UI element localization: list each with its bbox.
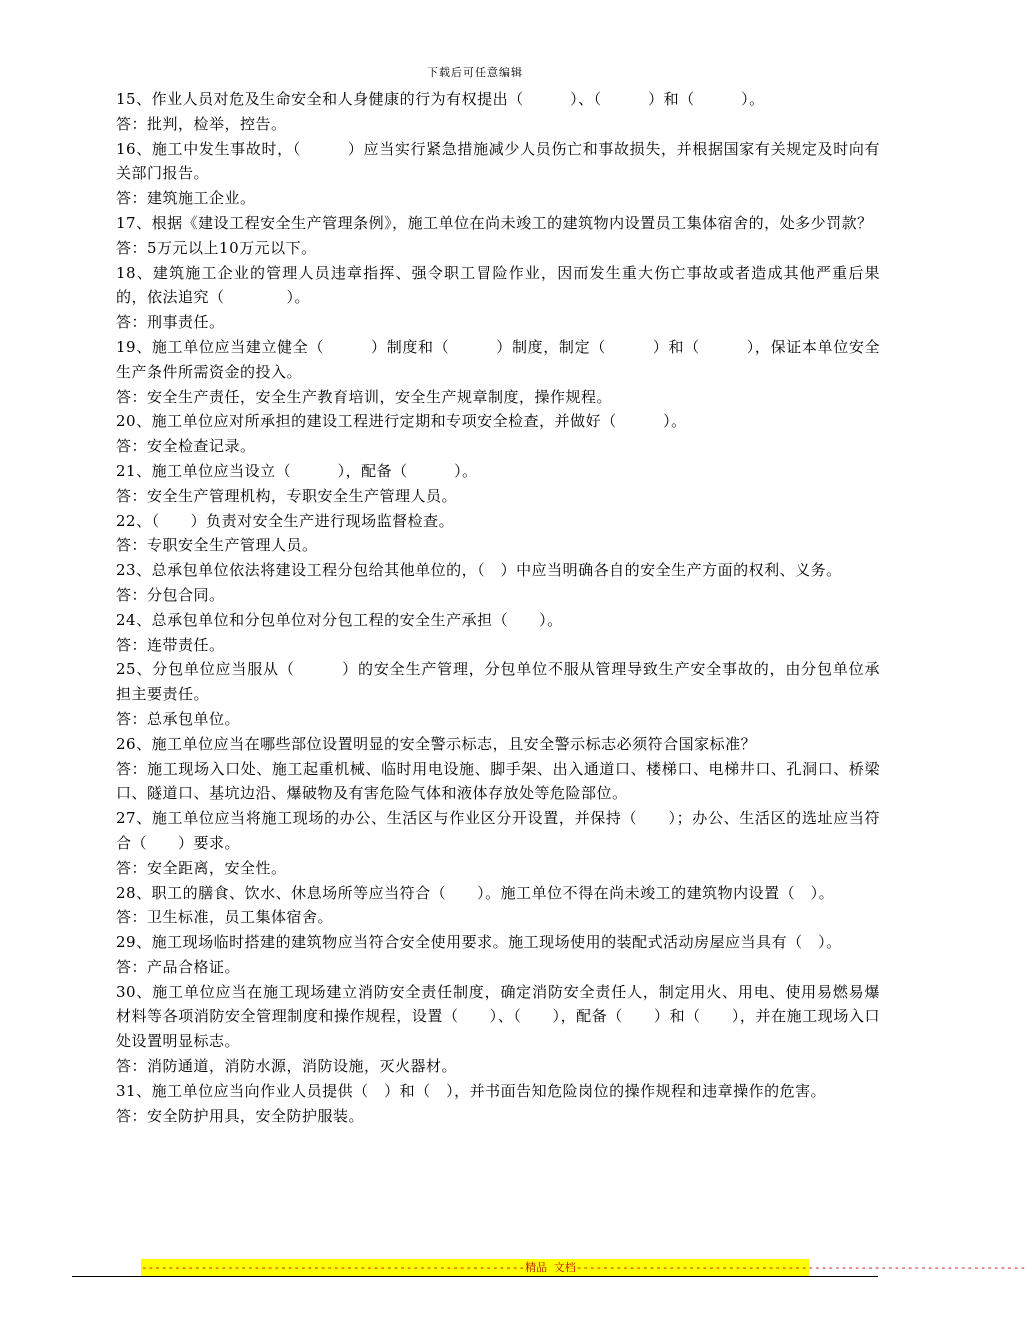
footer-banner: ----------------------------------------------------------精品 文档-------------------------------------------------------------------- <box>141 1259 809 1277</box>
question-paragraph: 19、施工单位应当建立健全（ ）制度和（ ）制度，制定（ ）和（ ），保证本单位安全生产条件所需资金的投入。 <box>116 337 880 381</box>
answer-paragraph: 答：5万元以上10万元以下。 <box>116 238 317 257</box>
footer-rule <box>72 1276 878 1277</box>
answer-paragraph: 答：卫生标准，员工集体宿舍。 <box>116 908 334 927</box>
answer-paragraph: 答：安全距离，安全性。 <box>116 858 287 877</box>
answer-paragraph: 答：安全生产责任，安全生产教育培训，安全生产规章制度，操作规程。 <box>116 387 613 406</box>
answer-paragraph: 答：批判，检举，控告。 <box>116 114 287 133</box>
answer-paragraph: 答：分包合同。 <box>116 585 225 604</box>
qa-content <box>116 87 880 1128</box>
question-paragraph: 18、建筑施工企业的管理人员违章指挥、强令职工冒险作业，因而发生重大伤亡事故或者造成其他严重后果的，依法追究（ ）。 <box>116 263 880 307</box>
answer-paragraph: 答：总承包单位。 <box>116 709 241 728</box>
question-paragraph: 21、施工单位应当设立（ ），配备（ ）。 <box>116 461 478 480</box>
question-paragraph: 31、施工单位应当向作业人员提供（ ）和（ ），并书面告知危险岗位的操作规程和违章操作的危害。 <box>116 1081 827 1100</box>
question-paragraph: 29、施工现场临时搭建的建筑物应当符合安全使用要求。施工现场使用的装配式活动房屋应当具有（ ）。 <box>116 933 842 952</box>
question-paragraph: 17、根据《建设工程安全生产管理条例》，施工单位在尚未竣工的建筑物内设置员工集体宿舍的，处多少罚款？ <box>116 213 873 232</box>
answer-paragraph: 答：施工现场入口处、施工起重机械、临时用电设施、脚手架、出入通道口、楼梯口、电梯井口、孔洞口、桥梁口、隧道口、基坑边沿、爆破物及有害危险气体和液体存放处等危险部位。 <box>116 759 880 803</box>
answer-paragraph: 答：连带责任。 <box>116 635 225 654</box>
question-paragraph: 28、职工的膳食、饮水、休息场所等应当符合（ ）。施工单位不得在尚未竣工的建筑物内设置（ ）。 <box>116 883 835 902</box>
question-paragraph: 23、总承包单位依法将建设工程分包给其他单位的，（ ）中应当明确各自的安全生产方面的权利、义务。 <box>116 561 842 580</box>
answer-paragraph: 答：建筑施工企业。 <box>116 189 256 208</box>
question-paragraph: 22、（ ）负责对安全生产进行现场监督检查。 <box>116 511 455 530</box>
question-paragraph: 24、总承包单位和分包单位对分包工程的安全生产承担（ ）。 <box>116 610 563 629</box>
answer-paragraph: 答：产品合格证。 <box>116 957 241 976</box>
question-paragraph: 15、作业人员对危及生命安全和人身健康的行为有权提出（ ）、（ ）和（ ）。 <box>116 90 765 108</box>
answer-paragraph: 答：安全生产管理机构，专职安全生产管理人员。 <box>116 486 458 505</box>
page-header: 下载后可任意编辑 <box>427 66 523 79</box>
question-paragraph: 20、施工单位应对所承担的建设工程进行定期和专项安全检查，并做好（ ）。 <box>116 412 687 431</box>
question-paragraph: 25、分包单位应当服从（ ）的安全生产管理，分包单位不服从管理导致生产安全事故的，由分包单位承担主要责任。 <box>116 660 880 704</box>
question-paragraph: 16、施工中发生事故时，（ ）应当实行紧急措施减少人员伤亡和事故损失，并根据国家有关规定及时向有关部门报告。 <box>116 139 880 183</box>
answer-paragraph: 答：刑事责任。 <box>116 313 225 332</box>
answer-paragraph: 答：专职安全生产管理人员。 <box>116 536 318 555</box>
question-paragraph: 30、施工单位应当在施工现场建立消防安全责任制度，确定消防安全责任人，制定用火、用电、使用易燃易爆材料等各项消防安全管理制度和操作规程，设置（ ）、（ ），配备（ ）和（ ），并在施工现场入口处设置明显标志。 <box>116 982 880 1051</box>
question-paragraph: 26、施工单位应当在哪些部位设置明显的安全警示标志，且安全警示标志必须符合国家标准？ <box>116 734 757 753</box>
answer-paragraph: 答：安全防护用具，安全防护服装。 <box>116 1106 365 1125</box>
answer-paragraph: 答：安全检查记录。 <box>116 437 256 456</box>
question-paragraph: 27、施工单位应当将施工现场的办公、生活区与作业区分开设置，并保持（ ）；办公、生活区的选址应当符合（ ）要求。 <box>116 809 880 852</box>
answer-paragraph: 答：消防通道，消防水源，消防设施，灭火器材。 <box>116 1057 458 1076</box>
